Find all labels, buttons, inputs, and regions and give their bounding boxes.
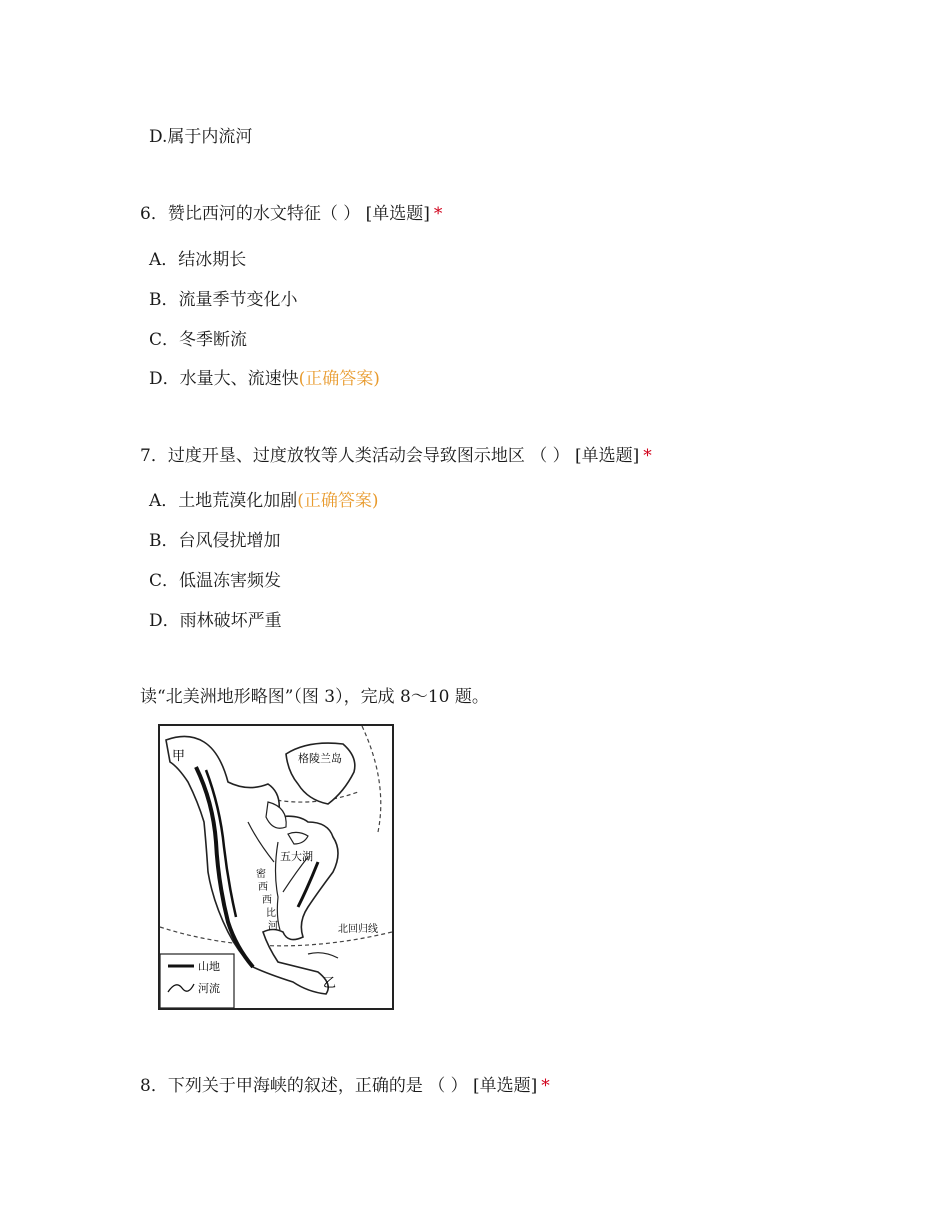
previous-option-d[interactable]: D.属于内流河	[149, 127, 253, 147]
q6-option-a[interactable]: A．结冰期长	[149, 250, 247, 270]
reading-prompt: 读“北美洲地形略图”（图 3），完成 8～10 题。	[140, 687, 489, 707]
q6-option-b[interactable]: B．流量季节变化小	[149, 290, 298, 310]
map-legend-box	[160, 954, 234, 1008]
q7-option-c[interactable]: C．低温冻害频发	[149, 571, 282, 591]
label-mississippi-2: 西	[258, 882, 268, 893]
legend-river-label: 河流	[198, 982, 220, 995]
question-7-stem: 7．过度开垦、过度放牧等人类活动会导致图示地区 （ ） [单选题] *	[140, 446, 652, 466]
required-mark: *	[541, 1076, 550, 1096]
q7-option-b[interactable]: B．台风侵扰增加	[149, 531, 281, 551]
label-mississippi-5: 河	[268, 921, 278, 932]
label-mississippi-3: 西	[262, 895, 272, 906]
label-tropic: 北回归线	[338, 924, 378, 935]
q7-option-a[interactable]: A．土地荒漠化加剧(正确答案)	[149, 491, 379, 511]
legend-mountain-label: 山地	[198, 960, 220, 973]
q7-option-d[interactable]: D．雨林破坏严重	[149, 611, 282, 631]
question-6-stem: 6．赞比西河的水文特征（ ） [单选题] *	[140, 204, 443, 224]
required-mark: *	[643, 446, 652, 466]
correct-answer-tag: (正确答案)	[297, 491, 379, 511]
label-great-lakes: 五大湖	[280, 850, 313, 863]
label-jia: 甲	[172, 749, 186, 764]
label-mississippi-1: 密	[256, 869, 266, 880]
north-america-terrain-map	[158, 722, 394, 1010]
required-mark: *	[433, 204, 443, 224]
question-8-stem: 8．下列关于甲海峡的叙述，正确的是 （ ） [单选题] *	[140, 1076, 550, 1096]
q6-option-c[interactable]: C．冬季断流	[149, 330, 248, 350]
label-greenland: 格陵兰岛	[298, 752, 342, 765]
label-mississippi-4: 比	[266, 908, 276, 919]
q6-option-d[interactable]: D．水量大、流速快(正确答案)	[149, 369, 380, 389]
correct-answer-tag: (正确答案)	[298, 369, 380, 389]
label-yi: 乙	[323, 976, 337, 991]
